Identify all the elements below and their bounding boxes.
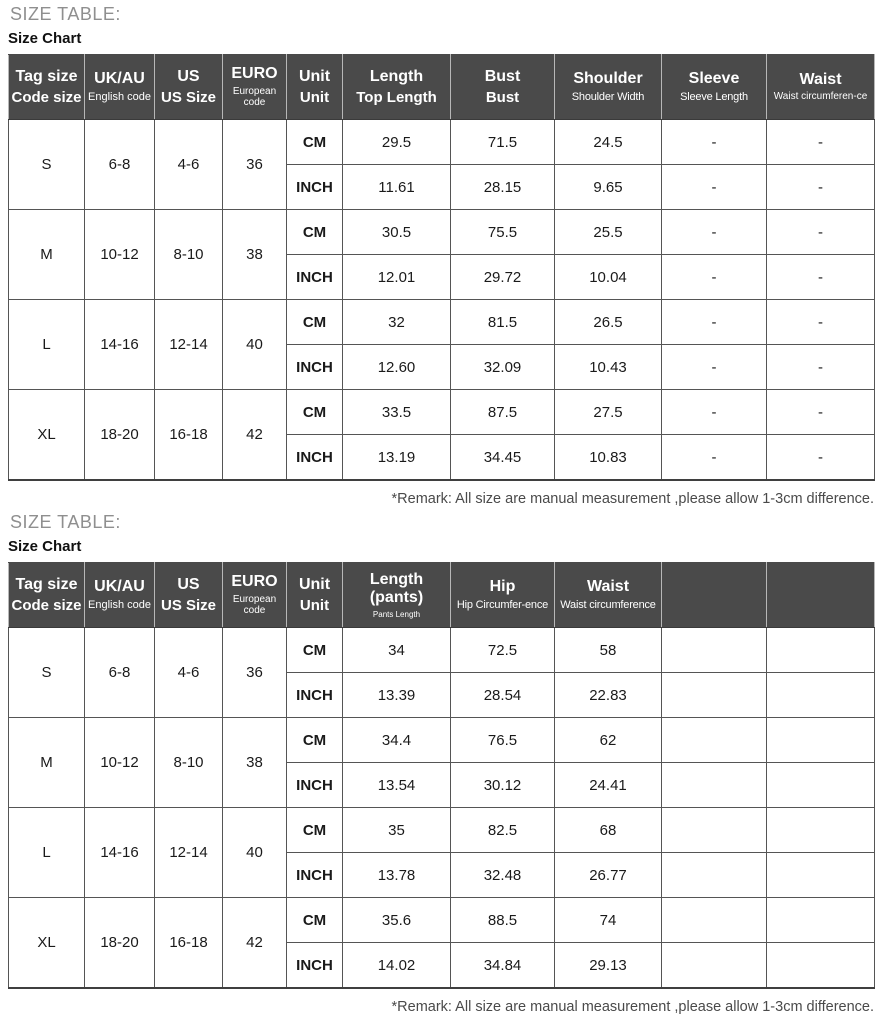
- size-table-pants: [8, 562, 875, 989]
- size-cell: M: [9, 718, 85, 808]
- value-cell: [767, 853, 875, 898]
- unit-cell: INCH: [287, 165, 343, 210]
- column-header-main-label: Hip: [489, 578, 516, 596]
- value-cell: 68: [555, 808, 662, 853]
- value-cell: 13.19: [343, 435, 451, 481]
- column-header-sub-label: English code: [88, 90, 151, 103]
- code-cell: 6-8: [85, 628, 155, 718]
- value-cell: -: [662, 210, 767, 255]
- code-cell: 42: [223, 898, 287, 989]
- column-header: [767, 55, 875, 120]
- column-header: [767, 563, 875, 628]
- unit-cell: CM: [287, 808, 343, 853]
- value-cell: 10.04: [555, 255, 662, 300]
- value-cell: [767, 943, 875, 989]
- column-header-main-label: UK/AU: [94, 70, 145, 88]
- size-cell: L: [9, 300, 85, 390]
- column-header-main-label: Waist: [586, 578, 630, 596]
- value-cell: [767, 718, 875, 763]
- column-header-sub-label: US Size: [160, 88, 217, 106]
- value-cell: 26.5: [555, 300, 662, 345]
- unit-cell: CM: [287, 210, 343, 255]
- remark-text: *Remark: All size are manual measurement ,please allow 1-3cm difference.: [391, 999, 874, 1015]
- code-cell: 12-14: [155, 808, 223, 898]
- value-cell: 10.83: [555, 435, 662, 481]
- column-header-sub-label: European code: [232, 85, 277, 109]
- value-cell: -: [767, 345, 875, 390]
- column-header-sub-label: English code: [88, 598, 151, 611]
- value-cell: -: [767, 165, 875, 210]
- column-header: [662, 563, 767, 628]
- column-header: [287, 55, 343, 120]
- column-header-main-label: Length: [369, 68, 424, 86]
- value-cell: 88.5: [451, 898, 555, 943]
- top-size-table-section: [8, 4, 875, 507]
- code-cell: 38: [223, 210, 287, 300]
- column-header-sub-label: Sleeve Length: [680, 90, 748, 103]
- size-chart-label: Size Chart: [8, 538, 82, 555]
- table-row: [9, 300, 875, 345]
- value-cell: 81.5: [451, 300, 555, 345]
- column-header: [155, 55, 223, 120]
- size-cell: XL: [9, 898, 85, 989]
- value-cell: 62: [555, 718, 662, 763]
- column-header-main-label: US: [177, 576, 200, 594]
- column-header-sub-label: Code size: [11, 596, 82, 614]
- value-cell: 10.43: [555, 345, 662, 390]
- value-cell: [662, 898, 767, 943]
- column-header-main-label: Waist: [799, 71, 842, 89]
- column-header-main-label: Tag size: [15, 576, 78, 594]
- table-row: [9, 120, 875, 165]
- unit-cell: INCH: [287, 673, 343, 718]
- code-cell: 14-16: [85, 300, 155, 390]
- value-cell: 34.84: [451, 943, 555, 989]
- value-cell: 71.5: [451, 120, 555, 165]
- size-cell: XL: [9, 390, 85, 481]
- unit-cell: INCH: [287, 435, 343, 481]
- value-cell: 29.13: [555, 943, 662, 989]
- value-cell: 25.5: [555, 210, 662, 255]
- value-cell: [767, 808, 875, 853]
- column-header: [451, 55, 555, 120]
- unit-cell: CM: [287, 718, 343, 763]
- value-cell: [662, 718, 767, 763]
- code-cell: 16-18: [155, 390, 223, 481]
- value-cell: 29.72: [451, 255, 555, 300]
- column-header-main-label: Unit: [298, 576, 331, 594]
- value-cell: [662, 673, 767, 718]
- value-cell: 24.5: [555, 120, 662, 165]
- column-header: [343, 563, 451, 628]
- value-cell: [662, 943, 767, 989]
- value-cell: [662, 628, 767, 673]
- code-cell: 8-10: [155, 718, 223, 808]
- value-cell: [767, 763, 875, 808]
- size-cell: S: [9, 120, 85, 210]
- value-cell: 28.15: [451, 165, 555, 210]
- column-header: [287, 563, 343, 628]
- value-cell: 13.54: [343, 763, 451, 808]
- unit-cell: CM: [287, 300, 343, 345]
- column-header: [343, 55, 451, 120]
- value-cell: 13.78: [343, 853, 451, 898]
- column-header: [662, 55, 767, 120]
- value-cell: 11.61: [343, 165, 451, 210]
- value-cell: -: [767, 255, 875, 300]
- column-header-sub-label: Hip Circumfer-ence: [456, 598, 549, 611]
- size-table-heading: SIZE TABLE:: [10, 512, 121, 532]
- value-cell: 32.09: [451, 345, 555, 390]
- code-cell: 4-6: [155, 120, 223, 210]
- value-cell: [767, 898, 875, 943]
- code-cell: 4-6: [155, 628, 223, 718]
- column-header: [555, 55, 662, 120]
- size-cell: M: [9, 210, 85, 300]
- value-cell: [662, 853, 767, 898]
- column-header-sub-label: Top Length: [356, 88, 437, 106]
- code-cell: 40: [223, 808, 287, 898]
- value-cell: 30.5: [343, 210, 451, 255]
- code-cell: 6-8: [85, 120, 155, 210]
- value-cell: -: [662, 165, 767, 210]
- value-cell: 24.41: [555, 763, 662, 808]
- unit-cell: CM: [287, 390, 343, 435]
- value-cell: 32.48: [451, 853, 555, 898]
- size-table-heading: SIZE TABLE:: [10, 4, 121, 24]
- unit-cell: INCH: [287, 345, 343, 390]
- value-cell: 35.6: [343, 898, 451, 943]
- value-cell: [662, 763, 767, 808]
- column-header: [9, 563, 85, 628]
- code-cell: 38: [223, 718, 287, 808]
- column-header-sub-label: Shoulder Width: [571, 90, 645, 103]
- column-header: [9, 55, 85, 120]
- value-cell: 30.12: [451, 763, 555, 808]
- column-header-sub-label: Waist circumferen-ce: [773, 91, 868, 103]
- column-header-main-label: US: [177, 68, 200, 86]
- value-cell: [767, 628, 875, 673]
- bottom-size-table-section: [8, 512, 875, 1015]
- value-cell: 12.01: [343, 255, 451, 300]
- value-cell: 14.02: [343, 943, 451, 989]
- value-cell: 87.5: [451, 390, 555, 435]
- value-cell: [767, 673, 875, 718]
- code-cell: 16-18: [155, 898, 223, 989]
- table-row: [9, 718, 875, 763]
- column-header: [85, 563, 155, 628]
- column-header-sub-label: Code size: [11, 88, 82, 106]
- column-header: [223, 563, 287, 628]
- value-cell: 27.5: [555, 390, 662, 435]
- value-cell: -: [662, 255, 767, 300]
- table-row: [9, 390, 875, 435]
- column-header-main-label: UK/AU: [94, 578, 145, 596]
- column-header-sub-label: Bust: [485, 88, 520, 106]
- unit-cell: INCH: [287, 943, 343, 989]
- table-row: [9, 628, 875, 673]
- column-header-sub-label: Waist circumference: [560, 598, 656, 611]
- column-header-main-label: Length (pants): [369, 571, 424, 607]
- value-cell: 26.77: [555, 853, 662, 898]
- size-table-tops: [8, 54, 875, 481]
- unit-cell: INCH: [287, 255, 343, 300]
- column-header-sub-label: Pants Length: [372, 609, 421, 619]
- column-header-main-label: Unit: [298, 68, 331, 86]
- code-cell: 18-20: [85, 390, 155, 481]
- value-cell: 74: [555, 898, 662, 943]
- value-cell: 13.39: [343, 673, 451, 718]
- code-cell: 10-12: [85, 210, 155, 300]
- value-cell: [662, 808, 767, 853]
- value-cell: -: [662, 435, 767, 481]
- value-cell: -: [767, 120, 875, 165]
- value-cell: 34.45: [451, 435, 555, 481]
- remark-text: *Remark: All size are manual measurement ,please allow 1-3cm difference.: [391, 491, 874, 507]
- table-row: [9, 898, 875, 943]
- code-cell: 18-20: [85, 898, 155, 989]
- column-header-sub-label: Unit: [299, 596, 330, 614]
- value-cell: -: [662, 345, 767, 390]
- unit-cell: CM: [287, 628, 343, 673]
- code-cell: 42: [223, 390, 287, 481]
- unit-cell: INCH: [287, 763, 343, 808]
- column-header-main-label: Sleeve: [688, 70, 740, 88]
- column-header-main-label: Tag size: [15, 68, 78, 86]
- column-header-main-label: EURO: [231, 65, 278, 83]
- column-header: [85, 55, 155, 120]
- column-header-main-label: Shoulder: [573, 70, 643, 88]
- value-cell: -: [767, 210, 875, 255]
- value-cell: 29.5: [343, 120, 451, 165]
- value-cell: 35: [343, 808, 451, 853]
- value-cell: 75.5: [451, 210, 555, 255]
- code-cell: 14-16: [85, 808, 155, 898]
- column-header: [155, 563, 223, 628]
- value-cell: -: [662, 300, 767, 345]
- value-cell: -: [767, 435, 875, 481]
- value-cell: 34.4: [343, 718, 451, 763]
- value-cell: 58: [555, 628, 662, 673]
- size-cell: S: [9, 628, 85, 718]
- value-cell: 32: [343, 300, 451, 345]
- value-cell: -: [767, 300, 875, 345]
- column-header-main-label: EURO: [231, 573, 278, 591]
- unit-cell: CM: [287, 898, 343, 943]
- column-header: [555, 563, 662, 628]
- value-cell: -: [767, 390, 875, 435]
- value-cell: 28.54: [451, 673, 555, 718]
- value-cell: 76.5: [451, 718, 555, 763]
- value-cell: 82.5: [451, 808, 555, 853]
- code-cell: 36: [223, 120, 287, 210]
- value-cell: 12.60: [343, 345, 451, 390]
- value-cell: 9.65: [555, 165, 662, 210]
- column-header-sub-label: Unit: [299, 88, 330, 106]
- value-cell: 33.5: [343, 390, 451, 435]
- column-header: [223, 55, 287, 120]
- value-cell: 34: [343, 628, 451, 673]
- unit-cell: CM: [287, 120, 343, 165]
- value-cell: -: [662, 390, 767, 435]
- column-header: [451, 563, 555, 628]
- value-cell: 22.83: [555, 673, 662, 718]
- table-row: [9, 808, 875, 853]
- code-cell: 36: [223, 628, 287, 718]
- size-cell: L: [9, 808, 85, 898]
- value-cell: -: [662, 120, 767, 165]
- code-cell: 40: [223, 300, 287, 390]
- column-header-main-label: Bust: [484, 68, 521, 86]
- size-chart-label: Size Chart: [8, 30, 82, 47]
- code-cell: 10-12: [85, 718, 155, 808]
- column-header-sub-label: European code: [232, 593, 277, 617]
- code-cell: 12-14: [155, 300, 223, 390]
- code-cell: 8-10: [155, 210, 223, 300]
- column-header-sub-label: US Size: [160, 596, 217, 614]
- unit-cell: INCH: [287, 853, 343, 898]
- table-row: [9, 210, 875, 255]
- value-cell: 72.5: [451, 628, 555, 673]
